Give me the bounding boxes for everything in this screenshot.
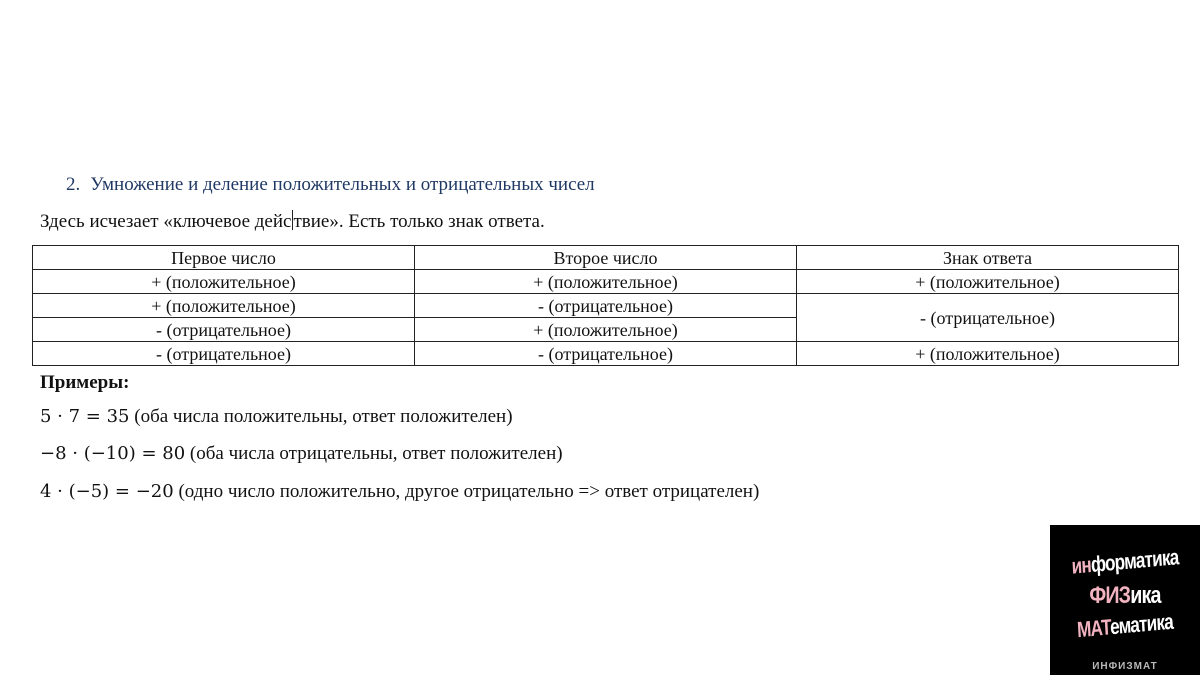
example-comment: (одно число положительно, другое отрицательно => ответ отрицателен)	[173, 481, 760, 502]
header-first-number: Первое число	[33, 246, 415, 270]
logo-line-math: МАТематика	[1076, 608, 1174, 643]
example-formula: −8 · (−10) = 80	[40, 443, 186, 464]
table-row	[33, 294, 1179, 318]
section-heading	[66, 174, 595, 196]
table-cell: - (отрицательное)	[415, 294, 797, 318]
logo-caption: ИНФИЗМАТ	[1092, 661, 1158, 672]
table-cell: + (положительное)	[415, 318, 797, 342]
table-cell: + (положительное)	[33, 294, 415, 318]
table-cell: + (положительное)	[33, 270, 415, 294]
example-line	[40, 481, 759, 503]
channel-logo	[1050, 525, 1200, 675]
table-cell: + (положительное)	[415, 270, 797, 294]
example-comment: (оба числа отрицательны, ответ положителен)	[185, 443, 563, 464]
section-number: 2.	[66, 174, 81, 195]
example-line	[40, 406, 513, 428]
table-row	[33, 270, 1179, 294]
table-cell-merged: - (отрицательное)	[797, 294, 1179, 342]
example-formula: 4 · (−5) = −20	[40, 481, 174, 502]
intro-text-start: Здесь исчезает «ключевое дейс	[40, 211, 292, 232]
table-cell: + (положительное)	[797, 270, 1179, 294]
section-title: Умножение и деление положительных и отрицательных чисел	[90, 174, 595, 195]
header-answer-sign: Знак ответа	[797, 246, 1179, 270]
table-cell: - (отрицательное)	[33, 318, 415, 342]
header-second-number: Второе число	[415, 246, 797, 270]
examples-title: Примеры:	[40, 372, 130, 393]
table-header-row	[33, 246, 1179, 270]
intro-text-end: твие». Есть только знак ответа.	[293, 211, 545, 232]
example-formula: 5 · 7 = 35	[40, 406, 130, 427]
intro-paragraph[interactable]	[40, 210, 545, 233]
table-cell: - (отрицательное)	[33, 342, 415, 366]
table-row	[33, 342, 1179, 366]
sign-rules-table	[32, 245, 1179, 366]
table-cell: + (положительное)	[797, 342, 1179, 366]
table-cell: - (отрицательное)	[415, 342, 797, 366]
logo-line-physics: ФИЗика	[1089, 582, 1161, 609]
example-line	[40, 443, 563, 465]
logo-line-informatics: информатика	[1070, 544, 1180, 579]
example-comment: (оба числа положительны, ответ положителен)	[129, 406, 513, 427]
